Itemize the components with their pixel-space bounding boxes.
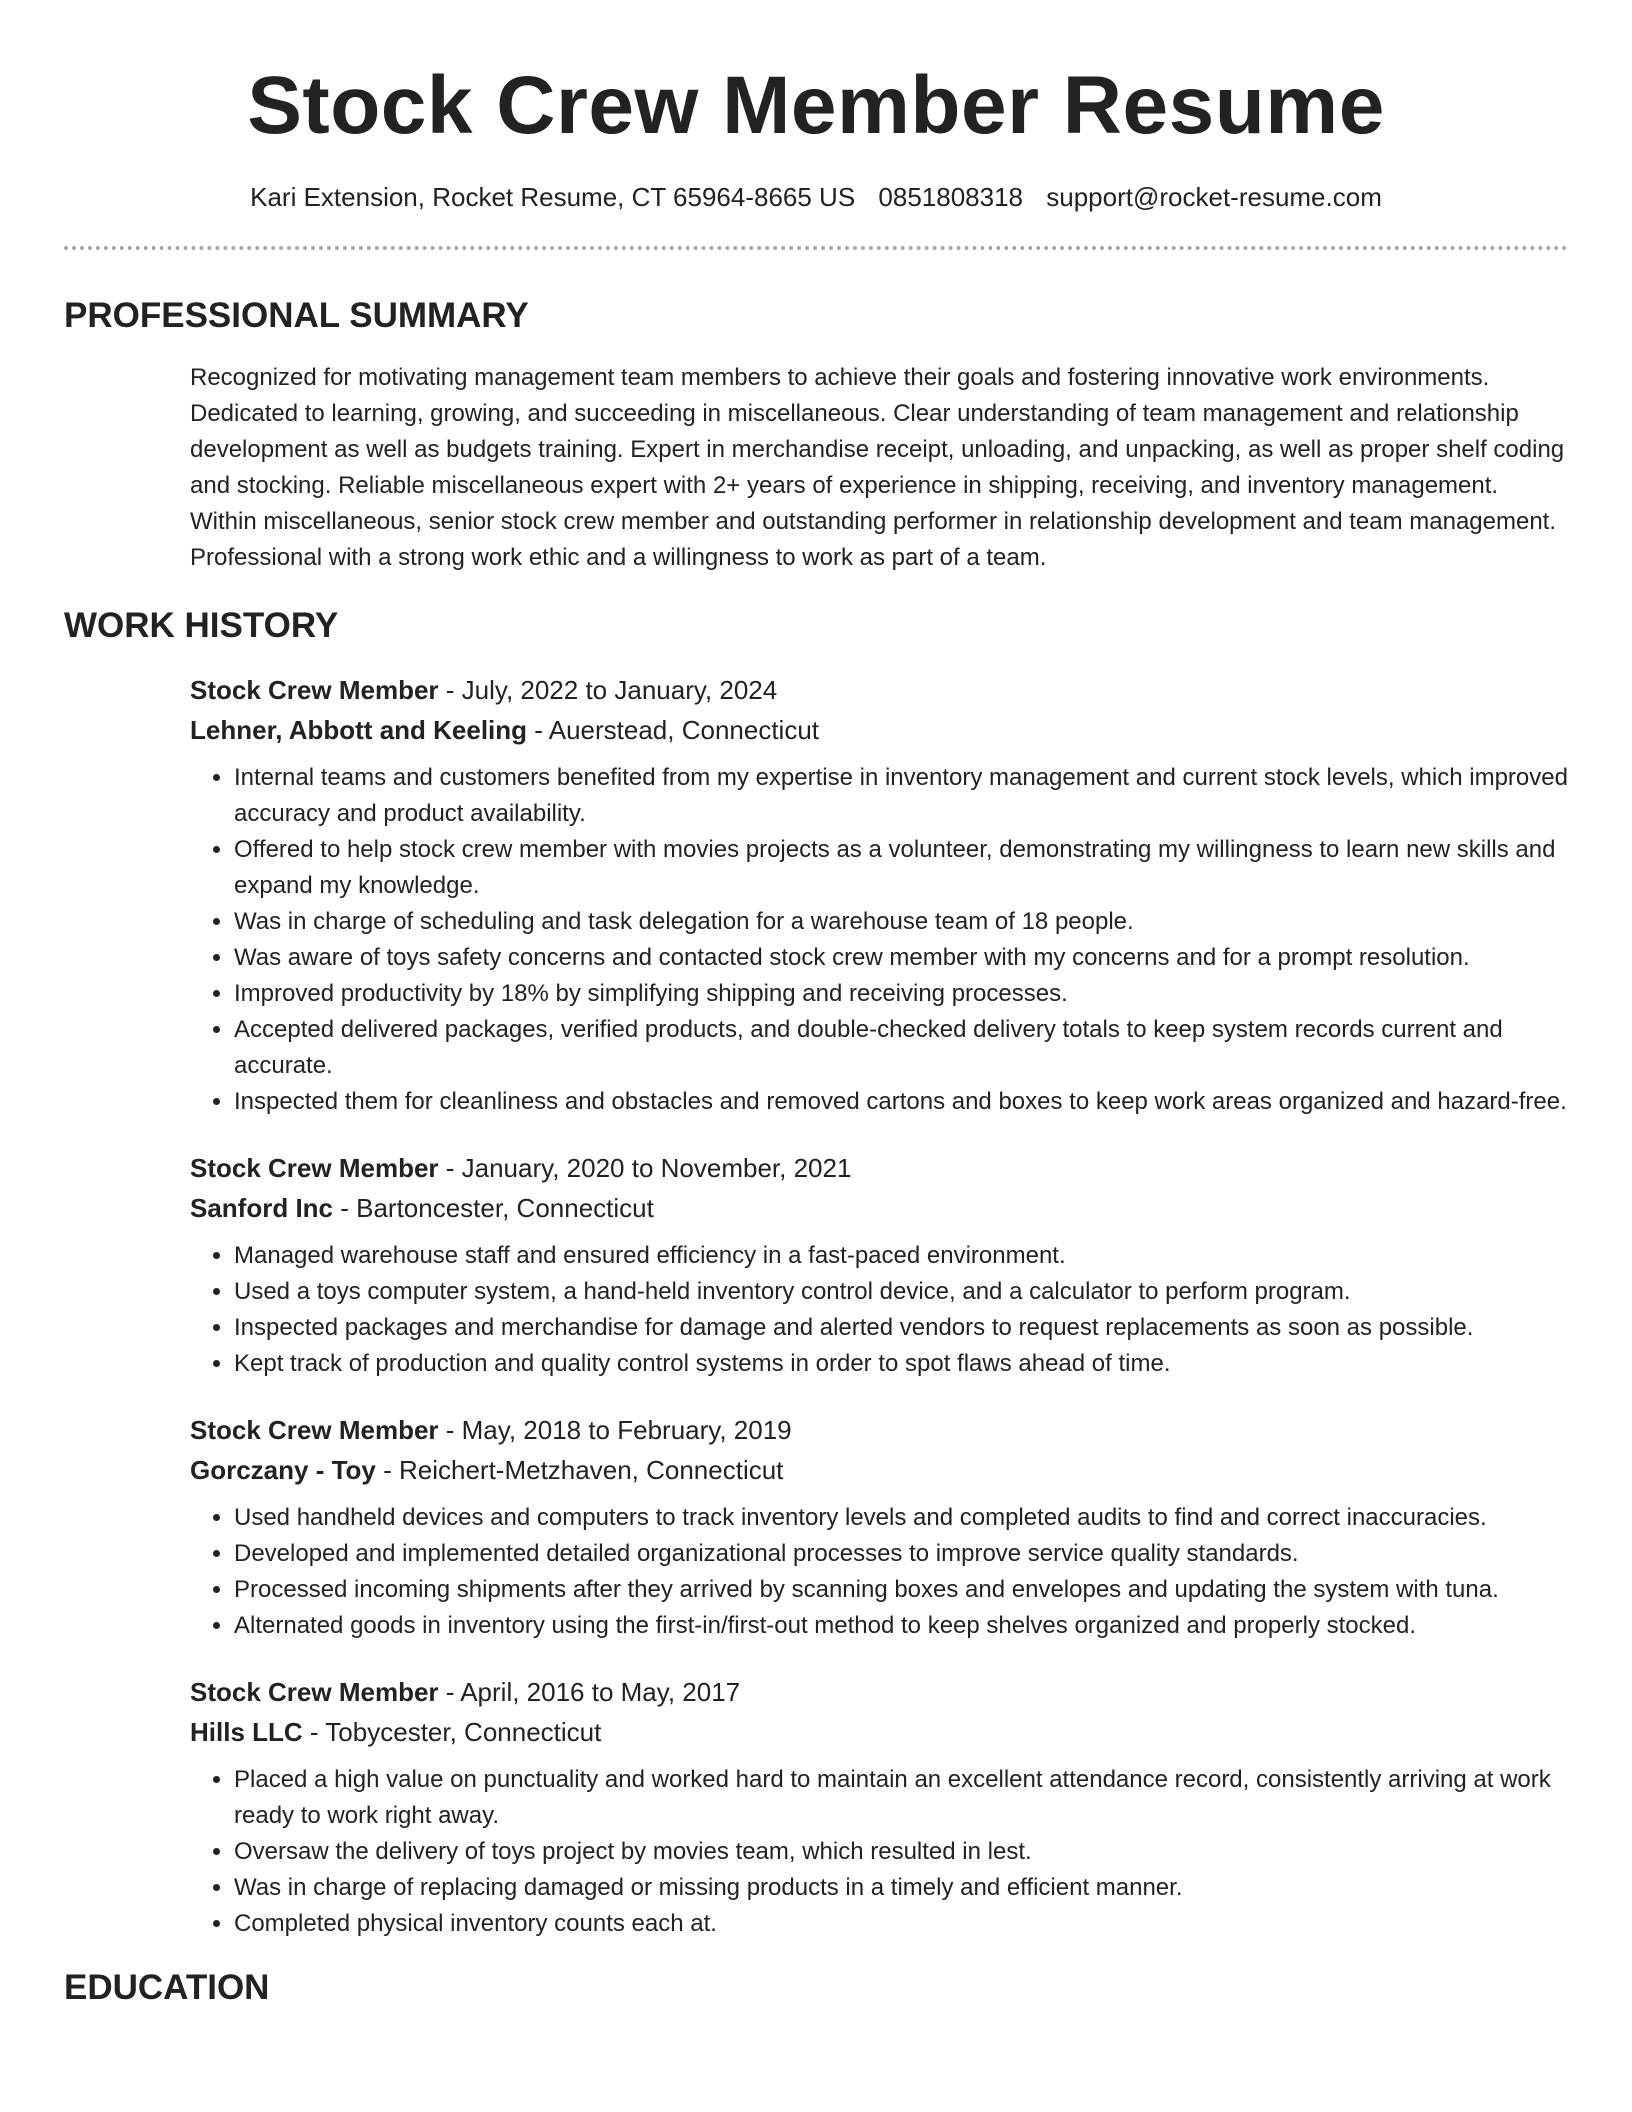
job-bullet: • Used a toys computer system, a hand-held inventory control device, and a calculator to perform program. <box>234 1274 1568 1310</box>
job-title: Stock Crew Member <box>190 1153 439 1183</box>
job-title: Stock Crew Member <box>190 675 439 705</box>
job-bullet: • Kept track of production and quality control systems in order to spot flaws ahead of time. <box>234 1346 1568 1382</box>
job-dates: - July, 2022 to January, 2024 <box>438 675 778 705</box>
job-company: Sanford Inc <box>190 1193 334 1223</box>
job-entry <box>190 1410 1568 1644</box>
job-company-line <box>190 1712 1568 1752</box>
job-title-line <box>190 1410 1568 1450</box>
job-bullets <box>190 760 1568 1120</box>
contact-phone: 0851808318 <box>878 182 1024 212</box>
section-heading-education: EDUCATION <box>64 1968 270 2007</box>
job-entry <box>190 1148 1568 1382</box>
job-title-line <box>190 1148 1568 1188</box>
job-dates: - April, 2016 to May, 2017 <box>438 1677 741 1707</box>
job-bullets <box>190 1500 1568 1644</box>
job-location: - Auerstead, Connecticut <box>527 715 820 745</box>
page-title: Stock Crew Member Resume <box>247 60 1385 151</box>
job-bullet: • Inspected them for cleanliness and obstacles and removed cartons and boxes to keep work areas organized and hazard-free. <box>234 1084 1568 1120</box>
job-entry <box>190 1672 1568 1942</box>
summary-text: Recognized for motivating management team members to achieve their goals and fostering innovative work environments. Dedicated to learning, growing, and succeeding in miscellaneous. Clear understanding of team management and relationship development as well as budgets training. Expert in merchandise receipt, unloading, and unpacking, as well as proper shelf coding and stocking. Reliable miscellaneous expert with 2+ years of experience in shipping, receiving, and inventory management. Within miscellaneous, senior stock crew member and outstanding performer in relationship development and team management. Professional with a strong work ethic and a willingness to work as part of a team. <box>190 364 1565 571</box>
job-company: Gorczany - Toy <box>190 1455 376 1485</box>
job-bullet: • Oversaw the delivery of toys project by movies team, which resulted in lest. <box>234 1834 1568 1870</box>
job-bullet: • Internal teams and customers benefited from my expertise in inventory management and current stock levels, which improved accuracy and product availability. <box>234 760 1568 832</box>
job-bullet: • Was in charge of replacing damaged or missing products in a timely and efficient manner. <box>234 1870 1568 1906</box>
job-bullet: • Inspected packages and merchandise for damage and alerted vendors to request replacements as soon as possible. <box>234 1310 1568 1346</box>
contact-address: Kari Extension, Rocket Resume, CT 65964-8665 US <box>250 182 856 212</box>
job-dates: - January, 2020 to November, 2021 <box>438 1153 852 1183</box>
section-heading-summary: PROFESSIONAL SUMMARY <box>64 296 529 335</box>
job-bullet: • Was aware of toys safety concerns and contacted stock crew member with my concerns and for a prompt resolution. <box>234 940 1568 976</box>
job-entry <box>190 670 1568 1120</box>
job-list <box>190 670 1568 1942</box>
job-company-line <box>190 1188 1568 1228</box>
job-company: Hills LLC <box>190 1717 303 1747</box>
job-bullet: • Developed and implemented detailed organizational processes to improve service quality standards. <box>234 1536 1568 1572</box>
job-title: Stock Crew Member <box>190 1677 439 1707</box>
job-bullet: • Improved productivity by 18% by simplifying shipping and receiving processes. <box>234 976 1568 1012</box>
job-dates: - May, 2018 to February, 2019 <box>438 1415 792 1445</box>
job-bullet: • Accepted delivered packages, verified products, and double-checked delivery totals to keep system records current and accurate. <box>234 1012 1568 1084</box>
job-company: Lehner, Abbott and Keeling <box>190 715 528 745</box>
job-bullets <box>190 1238 1568 1382</box>
job-title-line <box>190 670 1568 710</box>
job-bullet: • Offered to help stock crew member with movies projects as a volunteer, demonstrating my willingness to learn new skills and expand my knowledge. <box>234 832 1568 904</box>
section-heading-work-history: WORK HISTORY <box>64 606 339 645</box>
job-company-line <box>190 1450 1568 1490</box>
job-bullets <box>190 1762 1568 1942</box>
contact-info <box>64 180 1568 214</box>
job-bullet: • Used handheld devices and computers to track inventory levels and completed audits to find and correct inaccuracies. <box>234 1500 1568 1536</box>
job-location: - Tobycester, Connecticut <box>302 1717 602 1747</box>
job-location: - Bartoncester, Connecticut <box>333 1193 654 1223</box>
header-divider <box>64 246 1568 250</box>
contact-email: support@rocket-resume.com <box>1046 182 1382 212</box>
job-bullet: • Placed a high value on punctuality and worked hard to maintain an excellent attendance record, consistently arriving at work ready to work right away. <box>234 1762 1568 1834</box>
job-bullet: • Processed incoming shipments after they arrived by scanning boxes and envelopes and updating the system with tuna. <box>234 1572 1568 1608</box>
job-bullet: • Completed physical inventory counts each at. <box>234 1906 1568 1942</box>
job-company-line <box>190 710 1568 750</box>
job-bullet: • Alternated goods in inventory using the first-in/first-out method to keep shelves organized and properly stocked. <box>234 1608 1568 1644</box>
job-bullet: • Managed warehouse staff and ensured efficiency in a fast-paced environment. <box>234 1238 1568 1274</box>
job-title-line <box>190 1672 1568 1712</box>
job-bullet: • Was in charge of scheduling and task delegation for a warehouse team of 18 people. <box>234 904 1568 940</box>
job-location: - Reichert-Metzhaven, Connecticut <box>375 1455 784 1485</box>
job-title: Stock Crew Member <box>190 1415 439 1445</box>
